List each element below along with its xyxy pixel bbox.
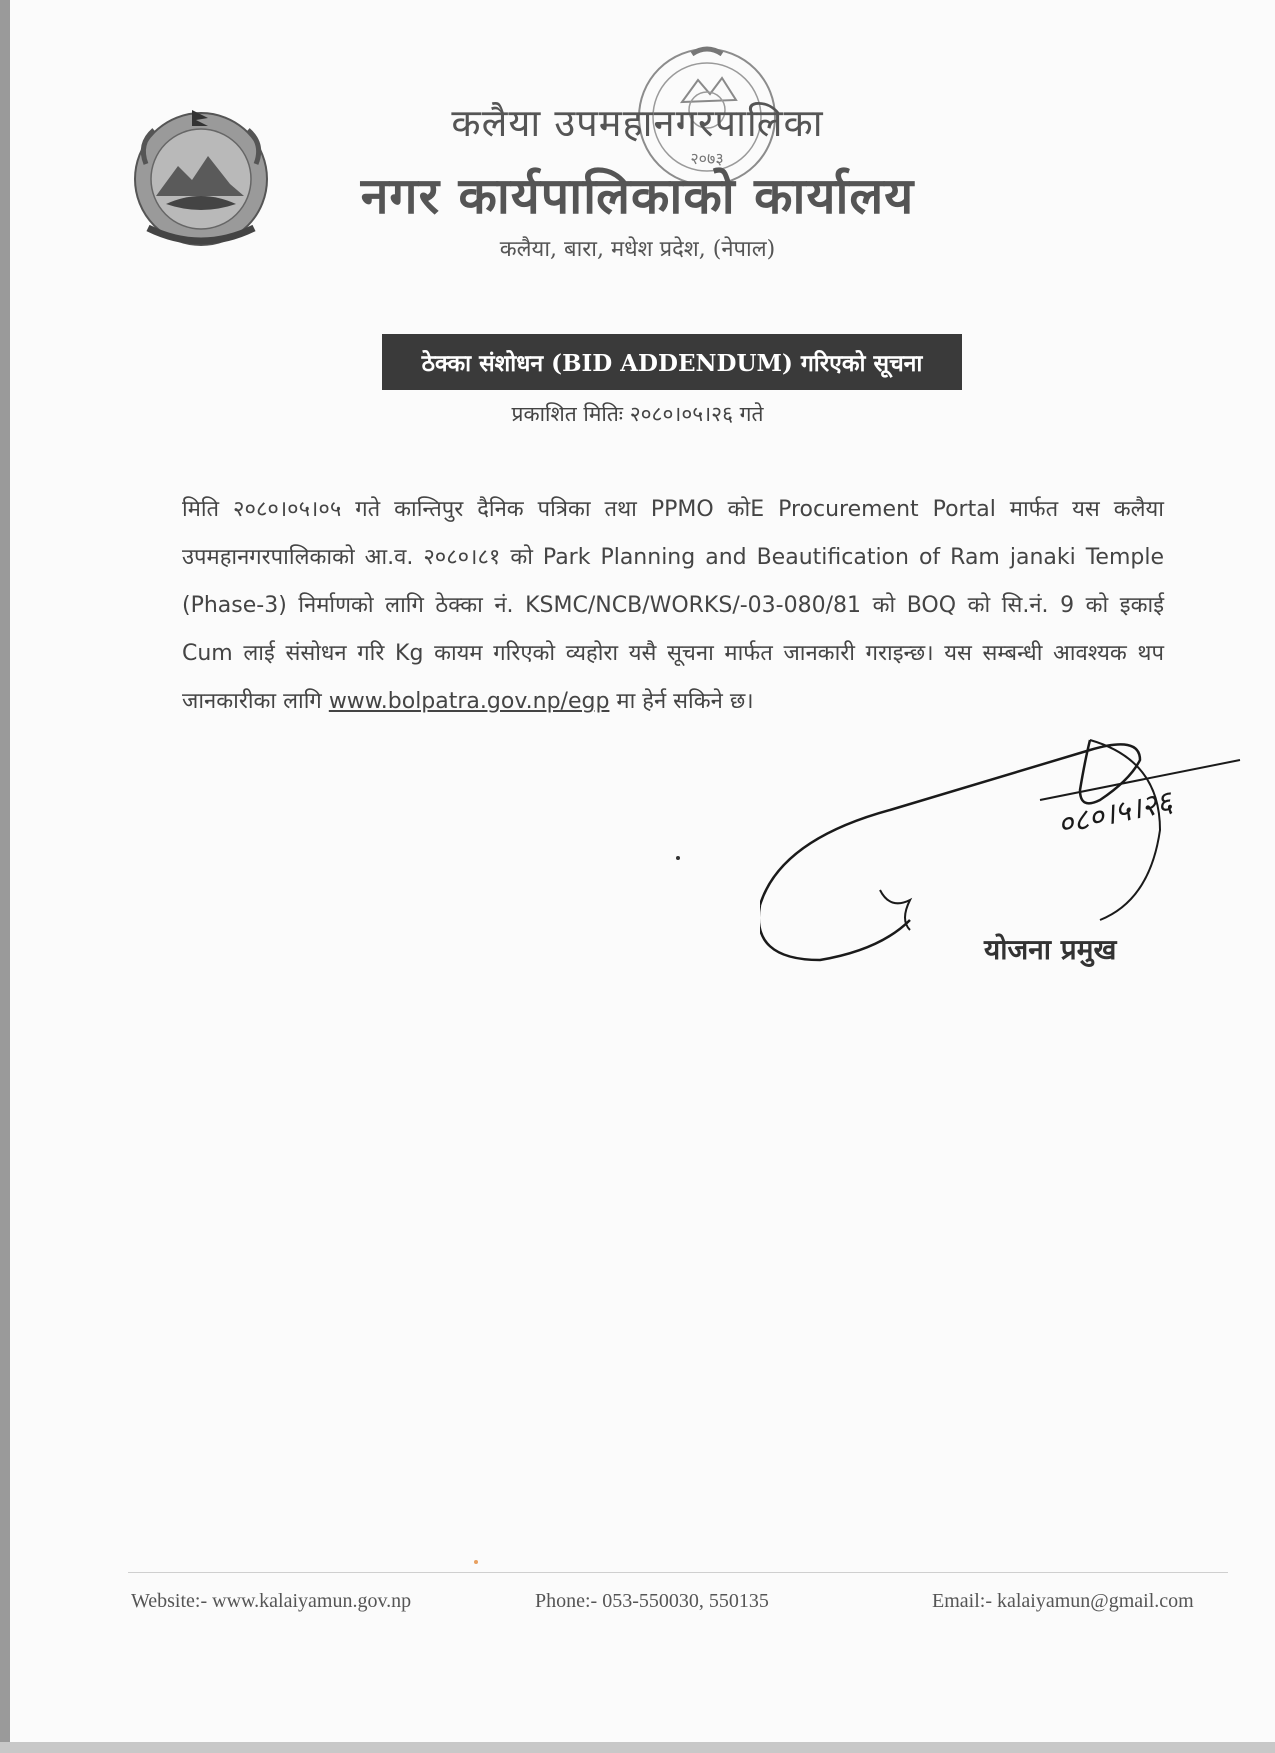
published-date: प्रकाशित मितिः २०८०।०५।२६ गते: [511, 402, 764, 426]
scan-bottom-edge: [0, 1742, 1275, 1753]
notice-body: [182, 486, 1164, 726]
notice-title: ठेक्का संशोधन (BID ADDENDUM) गरिएको सूचना: [382, 334, 962, 390]
ink-dot: [676, 856, 680, 860]
ink-speck: [474, 1560, 478, 1564]
footer-phone: Phone:- 053-550030, 550135: [535, 1590, 769, 1612]
seal-year: २०७३: [690, 149, 724, 168]
notice-body-text: मिति २०८०।०५।०५ गते कान्तिपुर दैनिक पत्रिका तथा PPMO कोE Procurement Portal मार्फत यस कलैया उपमहानगरपालिकाको आ.व. २०८०।८१ को Park Planning and Beautification of Ram janaki Temple (Phase-3) निर्माणको लागि ठेक्का नं. KSMC/NCB/WORKS/-03-080/81 को BOQ को सि.नं. 9 को इकाई Cum लाई संसोधन गरि Kg कायम गरिएको व्यहोरा यसै सूचना मार्फत जानकारी गराइन्छ। यस सम्बन्धी आवश्यक थप जानकारीका लागि: [182, 497, 1164, 714]
municipality-name: कलैया उपमहानगरपालिका: [451, 101, 824, 145]
footer-email: Email:- kalaiyamun@gmail.com: [932, 1590, 1194, 1612]
footer-website: Website:- www.kalaiyamun.gov.np: [131, 1590, 412, 1612]
signature-date: ०८०।५।२६: [1054, 784, 1176, 843]
signatory-title: योजना प्रमुख: [984, 933, 1117, 966]
office-address: कलैया, बारा, मधेश प्रदेश, (नेपाल): [499, 237, 776, 262]
office-name: नगर कार्यपालिकाको कार्यालय: [360, 166, 915, 225]
bolpatra-link[interactable]: www.bolpatra.gov.np/egp: [328, 689, 610, 714]
notice-body-tail: मा हेर्न सकिने छ।: [609, 689, 754, 714]
footer-divider: [128, 1572, 1228, 1573]
